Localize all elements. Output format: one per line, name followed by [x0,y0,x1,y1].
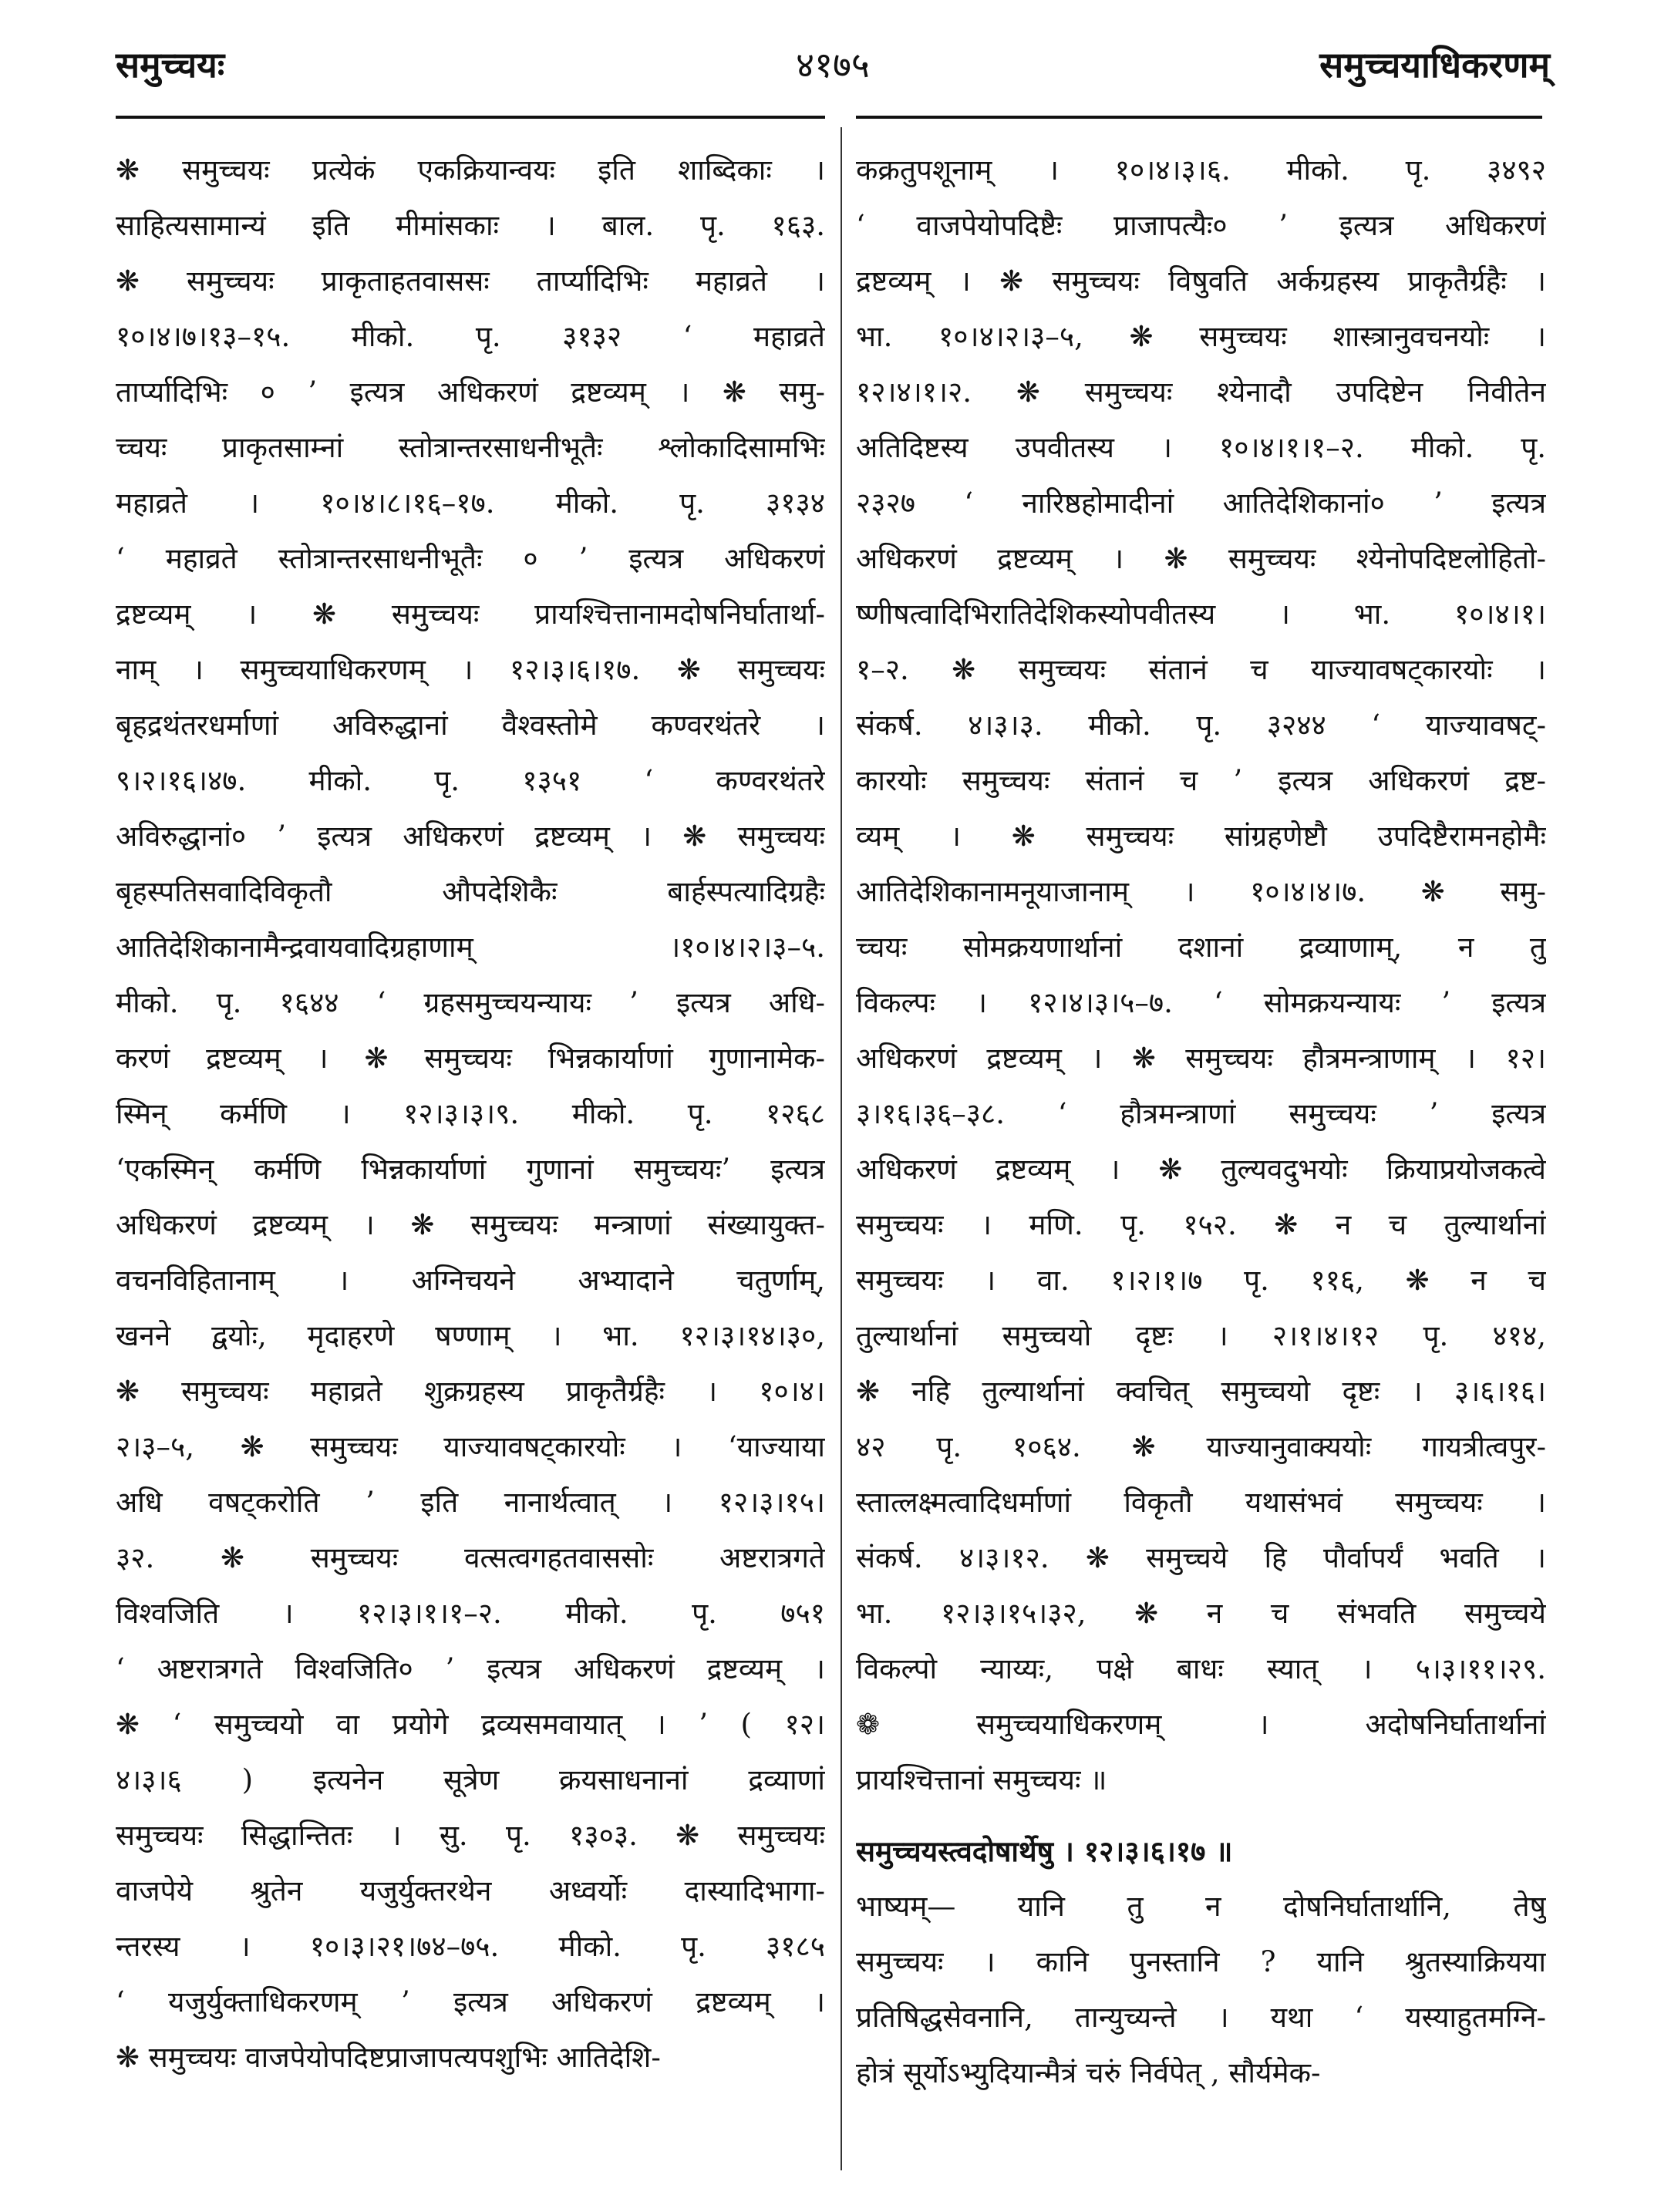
text-line: ❋ नहि तुल्यार्थानां क्वचित् समुच्चयो दृष्टः । ३।६।१६। [856,1375,1546,1408]
text-line: कक्रतुपशूनाम् । १०।४।३।६. मीको. पृ. ३४९२ [856,153,1546,187]
text-line: १०।४।७।१३–१५. मीको. पृ. ३१३२ ‘ महाव्रते [116,320,825,353]
text-line: आतिदेशिकानामैन्द्रवायवादिग्रहाणाम् ।१०।४।२।३–५. [116,931,825,964]
text-line: समुच्चयः । कानि पुनस्तानि ? यानि श्रुतस्याक्रियया [856,1945,1546,1978]
text-line: स्तात्लक्ष्मत्वादिधर्माणां विकृतौ यथासंभवं समुच्चयः । [856,1486,1546,1519]
page-number: ४१७५ [796,44,870,86]
header-rule-left [116,116,825,119]
column-divider [841,127,842,2170]
right-column [856,143,1546,2101]
text-line: अधि वषट्करोति ’ इति नानार्थत्वात् । १२।३।१५। [116,1486,825,1519]
text-line: १–२. ❋ समुच्चयः संतानं च याज्यावषट्कारयोः । [856,653,1546,686]
text-line: साहित्यसामान्यं इति मीमांसकाः । बाल. पृ. १६३. [116,209,825,242]
text-line: प्रतिषिद्धसेवनानि, तान्युच्यन्ते । यथा ‘ यस्याहुतमग्नि- [856,2001,1546,2034]
text-line: ९।२।१६।४७. मीको. पृ. १३५१ ‘ कण्वरथंतरे [116,764,825,797]
text-line: समुच्चयः । वा. १।२।१।७ पृ. ११६, ❋ न च [856,1264,1546,1297]
header-rule-right [856,116,1542,119]
text-line: संकर्ष. ४।३।३. मीको. पृ. ३२४४ ‘ याज्यावषट्- [856,709,1546,742]
text-line: भा. १०।४।२।३–५, ❋ समुच्चयः शास्त्रानुवचनयोः । [856,320,1546,353]
text-line: ‘एकस्मिन् कर्मणि भिन्नकार्याणां गुणानां समुच्चयः’ इत्यत्र [116,1153,825,1186]
text-line: अधिकरणं द्रष्टव्यम् । ❋ समुच्चयः मन्त्राणां संख्यायुक्त- [116,1208,825,1241]
text-line: अधिकरणं द्रष्टव्यम् । ❋ समुच्चयः श्येनोपदिष्टलोहितो- [856,542,1546,575]
text-line: २।३–५, ❋ समुच्चयः याज्यावषट्कारयोः । ‘याज्याया [116,1430,825,1463]
text-line: व्यम् । ❋ समुच्चयः सांग्रहणेष्टौ उपदिष्टैरामनहोमैः [856,820,1546,853]
text-line: बृहस्पतिसवादिविकृतौ औपदेशिकैः बार्हस्पत्यादिग्रहैः [116,875,825,908]
text-line: प्रायश्चित्तानां समुच्चयः ॥ [856,1763,1107,1796]
text-line: च्चयः प्राकृतसाम्नां स्तोत्रान्तरसाधनीभूतैः श्लोकादिसामभिः [116,431,825,464]
text-line: ❋ ‘ समुच्चयो वा प्रयोगे द्रव्यसमवायात् । ’ ( १२। [116,1708,825,1741]
text-line: करणं द्रष्टव्यम् । ❋ समुच्चयः भिन्नकार्याणां गुणानामेक- [116,1042,825,1075]
text-line: ❋ समुच्चयः वाजपेयोपदिष्टप्राजापत्यपशुभिः आतिदेशि- [116,2041,661,2074]
text-line: १२।४।१।२. ❋ समुच्चयः श्येनादौ उपदिष्टेन निवीतेन [856,375,1546,409]
text-line: अतिदिष्टस्य उपवीतस्य । १०।४।१।१–२. मीको. पृ. [856,431,1546,464]
text-line: होत्रं सूर्योऽभ्युदियान्मैत्रं चरुं निर्वपेत् , सौर्यमेक- [856,2056,1321,2089]
bhashya-commentary [856,1879,1546,2101]
text-line: नाम् । समुच्चयाधिकरणम् । १२।३।६।१७. ❋ समुच्चयः [116,653,825,686]
header-right-title: समुच्चयाधिकरणम् [1319,44,1550,86]
text-line: तार्प्यादिभिः ० ’ इत्यत्र अधिकरणं द्रष्टव्यम् । ❋ समु- [116,375,825,409]
text-line: मीको. पृ. १६४४ ‘ ग्रहसमुच्चयन्यायः ’ इत्यत्र अधि- [116,986,825,1019]
section-spacer [856,1808,1546,1823]
text-line: ❋ समुच्चयः प्राकृताहतवाससः तार्प्यादिभिः महाव्रते । [116,264,825,298]
text-line: खनने द्वयोः, मृदाहरणे षण्णाम् । भा. १२।३।१४।३०, [116,1319,825,1352]
text-line: स्मिन् कर्मणि । १२।३।३।९. मीको. पृ. १२६८ [116,1097,825,1130]
text-line: वाजपेये श्रुतेन यजुर्युक्तरथेन अध्वर्योः दास्यादिभागा- [116,1874,825,1907]
page-header [116,34,1550,96]
text-line: विकल्पः । १२।४।३।५–७. ‘ सोमक्रयन्यायः ’ इत्यत्र [856,986,1546,1019]
text-line: कारयोः समुच्चयः संतानं च ’ इत्यत्र अधिकरणं द्रष्ट- [856,764,1546,797]
text-line: २३२७ ‘ नारिष्ठहोमादीनां आतिदेशिकानां० ’ इत्यत्र [856,487,1546,520]
text-line: संकर्ष. ४।३।१२. ❋ समुच्चये हि पौर्वापर्यं भवति । [856,1541,1546,1574]
text-line: अधिकरणं द्रष्टव्यम् । ❋ तुल्यवदुभयोः क्रियाप्रयोजकत्वे [856,1153,1546,1186]
text-line: समुच्चयः सिद्धान्तितः । सु. पृ. १३०३. ❋ समुच्चयः [116,1819,825,1852]
text-line: ‘ अष्टरात्रगते विश्वजिति० ’ इत्यत्र अधिकरणं द्रष्टव्यम् । [116,1652,825,1685]
text-line: च्चयः सोमक्रयणार्थानां दशानां द्रव्याणाम्, न तु [856,931,1546,964]
text-line: ❋ समुच्चयः महाव्रते शुक्रग्रहस्य प्राकृतैर्ग्रहैः । १०।४। [116,1375,825,1408]
text-line: ❋ समुच्चयः प्रत्येकं एकक्रियान्वयः इति शाब्दिकाः । [116,153,825,187]
text-line: भा. १२।३।१५।३२, ❋ न च संभवति समुच्चये [856,1597,1546,1630]
text-line: अधिकरणं द्रष्टव्यम् । ❋ समुच्चयः हौत्रमन्त्राणाम् । १२। [856,1042,1546,1075]
text-line: विकल्पो न्याय्यः, पक्षे बाधः स्यात् । ५।३।११।२९. [856,1652,1546,1685]
text-line: ३।१६।३६–३८. ‘ हौत्रमन्त्राणां समुच्चयः ’ इत्यत्र [856,1097,1546,1130]
text-line: महाव्रते । १०।४।८।१६–१७. मीको. पृ. ३१३४ [116,487,825,520]
header-left-title: समुच्चयः [116,44,225,86]
text-line: ३२. ❋ समुच्चयः वत्सत्वगहतवाससोः अष्टरात्रगते [116,1541,825,1574]
text-line: ष्णीषत्वादिभिरातिदेशिकस्योपवीतस्य । भा. १०।४।१। [856,598,1546,631]
text-line: ‘ महाव्रते स्तोत्रान्तरसाधनीभूतैः ० ’ इत्यत्र अधिकरणं [116,542,825,575]
text-line: ४२ पृ. १०६४. ❋ याज्यानुवाक्ययोः गायत्रीत्वपुर- [856,1430,1546,1463]
left-column [116,143,825,2086]
text-line: भाष्यम्— यानि तु न दोषनिर्घातार्थानि, तेषु [856,1890,1546,1923]
text-line: विश्वजिति । १२।३।१।१–२. मीको. पृ. ७५१ [116,1597,825,1630]
text-line: ‘ यजुर्युक्ताधिकरणम् ’ इत्यत्र अधिकरणं द्रष्टव्यम् । [116,1985,825,2018]
text-line: वचनविहितानाम् । अग्निचयने अभ्यादाने चतुर्णाम्, [116,1264,825,1297]
text-line: द्रष्टव्यम् । ❋ समुच्चयः विषुवति अर्कग्रहस्य प्राकृतैर्ग्रहैः । [856,264,1546,298]
text-line: ‘ वाजपेयोपदिष्टैः प्राजापत्यैः० ’ इत्यत्र अधिकरणं [856,209,1546,242]
text-line: बृहद्रथंतरधर्माणां अविरुद्धानां वैश्वस्तोमे कण्वरथंतरे । [116,709,825,742]
text-line: ❁ समुच्चयाधिकरणम् । अदोषनिर्घातार्थानां [856,1708,1546,1741]
text-line: अविरुद्धानां० ’ इत्यत्र अधिकरणं द्रष्टव्यम् । ❋ समुच्चयः [116,820,825,853]
text-line: न्तरस्य । १०।३।२१।७४–७५. मीको. पृ. ३१८५ [116,1930,825,1963]
right-column-entries [856,143,1546,1808]
text-line: द्रष्टव्यम् । ❋ समुच्चयः प्रायश्चित्तानामदोषनिर्घातार्था- [116,598,825,631]
text-line: आतिदेशिकानामनूयाजानाम् । १०।४।४।७. ❋ समु- [856,875,1546,908]
text-line: तुल्यार्थानां समुच्चयो दृष्टः । २।१।४।१२ पृ. ४१४, [856,1319,1546,1352]
text-line: ४।३।६ ) इत्यनेन सूत्रेण क्रयसाधनानां द्रव्याणां [116,1763,825,1796]
text-line: समुच्चयः । मणि. पृ. १५२. ❋ न च तुल्यार्थानां [856,1208,1546,1241]
sutra-heading: समुच्चयस्त्वदोषार्थेषु । १२।३।६।१७ ॥ [856,1834,1233,1868]
